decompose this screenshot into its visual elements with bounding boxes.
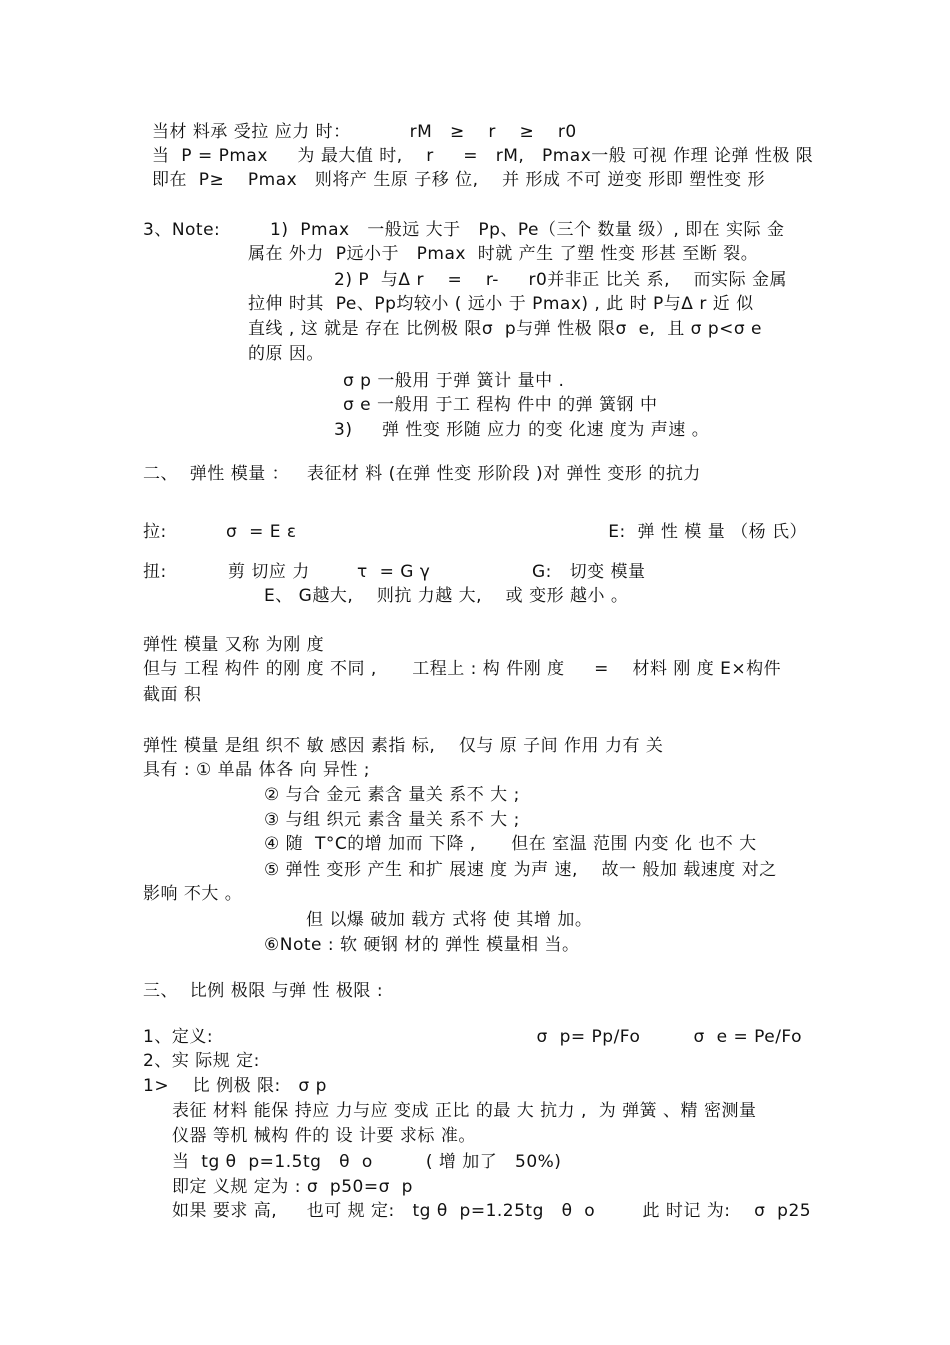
text-line: 的原 因。 (248, 344, 324, 364)
list-item: ② 与合 金元 素含 量关 系不 大 ; (264, 785, 520, 805)
text-line: 1> 比 例极 限: σ p (143, 1076, 327, 1096)
text-line: 当 P = Pmax 为 最大值 时, r = rM, Pmax一般 可视 作理 论弹 性极 限 (152, 146, 814, 166)
list-item: ⑥Note : 软 硬钢 材的 弹性 模量相 当。 (264, 935, 580, 955)
text-line: 拉伸 时其 Pe、Pp均较小 ( 远小 于 Pmax) , 此 时 P与Δ r 近 似 (248, 294, 754, 314)
formula: 即定 义规 定为 : σ p50=σ p (172, 1177, 413, 1197)
formula: 剪 切应 力 τ = G γ (228, 562, 431, 582)
text-line: 3) 弹 性变 形随 应力 的变 化速 度为 声速 。 (334, 420, 710, 440)
text-line: G: 切变 模量 (532, 562, 646, 582)
text-line: 但与 工程 构件 的刚 度 不同 , 工程上 : 构 件刚 度 = 材料 刚 度 E×构件 (143, 659, 782, 679)
text-line: E、 G越大, 则抗 力越 大, 或 变形 越小 。 (264, 586, 629, 606)
text-line: 直线 , 这 就是 存在 比例极 限σ p与弹 性极 限σ e, 且 σ p<σ e (248, 319, 763, 339)
section-heading: 二、 弹性 模量 ： 表征材 料 (在弹 性变 形阶段 )对 弹性 变形 的抗力 (143, 464, 701, 484)
text-line: 1、定义: (143, 1027, 214, 1047)
text-line: E: 弹 性 模 量 （杨 氏） (608, 522, 807, 542)
text-line: 当材 料承 受拉 应力 时： rM ≥ r ≥ r0 (152, 122, 577, 142)
text-line: 2、实 际规 定: (143, 1051, 260, 1071)
text-line: 1) Pmax 一般远 大于 Pp、Pe（三个 数量 级）, 即在 实际 金 (270, 220, 785, 240)
list-item: ⑤ 弹性 变形 产生 和扩 展速 度 为声 速, 故一 般加 载速度 对之 (264, 860, 777, 880)
text-line: 2) P 与Δ r = r- r0并非正 比关 系, 而实际 金属 (334, 270, 787, 290)
text-line: σ e 一般用 于工 程构 件中 的弹 簧钢 中 (343, 395, 658, 415)
text-line: 仪器 等机 械构 件的 设 计要 求标 准。 (172, 1126, 476, 1146)
text-line: 具有 : ① 单晶 体各 向 异性 ; (143, 760, 371, 780)
text-line: 拉: (143, 522, 167, 542)
section-heading: 三、 比例 极限 与弹 性 极限 : (143, 981, 384, 1001)
text-line: 影响 不大 。 (143, 884, 243, 904)
text-line: 但 以爆 破加 载方 式将 使 其增 加。 (306, 910, 593, 930)
list-item: ③ 与组 织元 素含 量关 系不 大 ; (264, 810, 520, 830)
text-line: 扭: (143, 562, 167, 582)
text-line: σ p 一般用 于弹 簧计 量中 . (343, 371, 565, 391)
text-line: 3、Note: (143, 220, 221, 240)
formula: σ = E ε (226, 522, 297, 542)
formula: 如果 要求 高, 也可 规 定: tg θ p=1.25tg θ o 此 时记 为: σ p25 (172, 1201, 812, 1221)
list-item: ④ 随 T°C的增 加而 下降 , 但在 室温 范围 内变 化 也不 大 (264, 834, 757, 854)
text-line: 表征 材料 能保 持应 力与应 变成 正比 的最 大 抗力 , 为 弹簧 、精 密测量 (172, 1101, 757, 1121)
text-line: 弹性 模量 又称 为刚 度 (143, 635, 325, 655)
text-line: 截面 积 (143, 685, 202, 705)
text-line: 弹性 模量 是组 织不 敏 感因 素指 标, 仅与 原 子间 作用 力有 关 (143, 736, 664, 756)
formula: 当 tg θ p=1.5tg θ o ( 增 加了 50%) (172, 1152, 562, 1172)
text-line: 即在 P≥ Pmax 则将产 生原 子移 位, 并 形成 不可 逆变 形即 塑性变 形 (152, 170, 766, 190)
text-line: 属在 外力 P远小于 Pmax 时就 产生 了塑 性变 形甚 至断 裂。 (248, 244, 759, 264)
formula: σ p= Pp/Fo σ e = Pe/Fo (536, 1027, 802, 1047)
